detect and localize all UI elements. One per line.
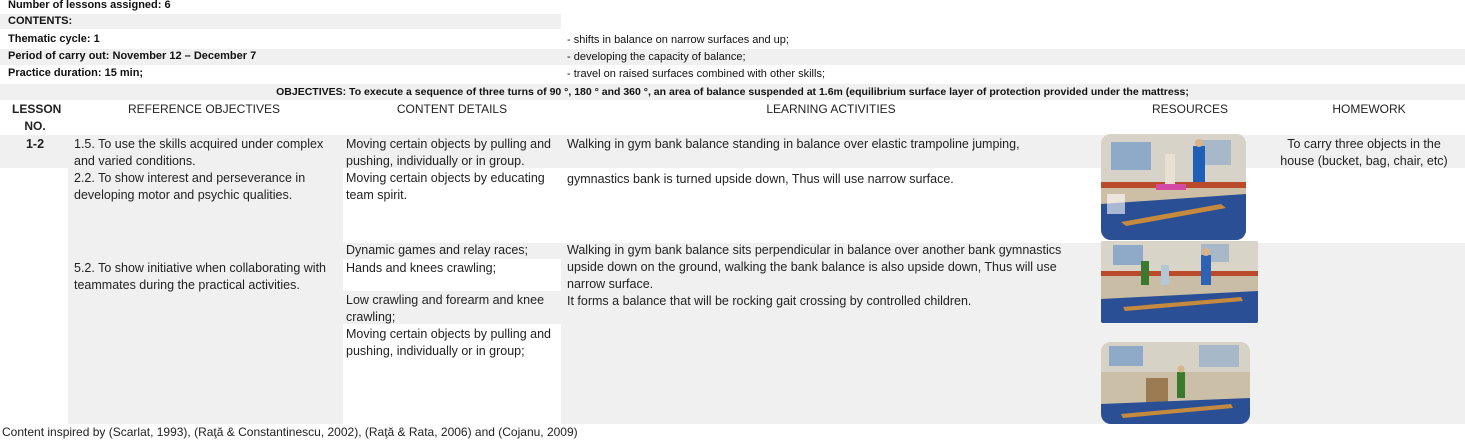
contents-label: CONTENTS: xyxy=(0,14,561,29)
thematic-cycle: Thematic cycle: 1 xyxy=(8,33,100,45)
period-of-carry-out: Period of carry out: November 12 – December 7 xyxy=(8,50,257,62)
footer-citation: Content inspired by (Scarlat, 1993), (Raţă & Constantinescu, 2002), (Raţă & Rata, 2006) and (Cojanu, 2009) xyxy=(2,425,578,439)
reference-objective: 1.5. To use the skills acquired under complex and varied conditions. xyxy=(74,137,324,168)
lessons-assigned: Number of lessons assigned: 6 xyxy=(8,0,171,11)
learning-activity: It forms a balance that will be rocking gait crossing by controlled children. xyxy=(567,294,972,308)
reference-objective: 5.2. To show initiative when collaborating with teammates during the practical activities. xyxy=(74,261,326,292)
gym-photo-balance xyxy=(1101,342,1250,424)
practice-duration: Practice duration: 15 min; xyxy=(8,67,144,79)
content-item: - shifts in balance on narrow surfaces and up; xyxy=(567,34,789,46)
content-detail: Moving certain objects by pulling and pushing, individually or in group. xyxy=(346,137,551,168)
content-item: - travel on raised surfaces combined with other skills; xyxy=(567,68,825,80)
objectives-line: OBJECTIVES: To execute a sequence of three turns of 90 °, 180 ° and 360 °, an area of balance suspended at 1.6m (equilibrium surface layer of protection provided under the mattress; xyxy=(0,84,1465,100)
col-lesson-no-line1: LESSON xyxy=(12,102,62,116)
col-resources: RESOURCES xyxy=(1151,102,1228,116)
gym-photo-trampoline xyxy=(1101,134,1246,240)
learning-activity: gymnastics bank is turned upside down, Thus will use narrow surface. xyxy=(567,172,954,186)
col-content-details: CONTENT DETAILS xyxy=(396,102,508,116)
gym-photo-bench xyxy=(1101,241,1258,323)
learning-activity: Walking in gym bank balance standing in balance over elastic trampoline jumping, xyxy=(567,137,1020,151)
col-lesson-no xyxy=(12,101,62,135)
lesson-number: 1-2 xyxy=(25,137,45,151)
col-homework: HOMEWORK xyxy=(1332,102,1406,116)
learning-activity: Walking in gym bank balance sits perpendicular in balance over another bank gymnastics upside down on the ground, walking the bank balance is also upside down, Thus will use narrow surface. xyxy=(567,243,1062,291)
content-detail: Hands and knees crawling; xyxy=(346,261,497,275)
content-item: - developing the capacity of balance; xyxy=(567,51,746,63)
homework-text: To carry three objects in the house (bucket, bag, chair, etc) xyxy=(1280,137,1448,168)
content-detail: Moving certain objects by pulling and pushing, individually or in group; xyxy=(346,327,551,358)
col-reference-objectives: REFERENCE OBJECTIVES xyxy=(127,102,281,116)
col-learning-activities: LEARNING ACTIVITIES xyxy=(766,102,896,116)
content-detail: Dynamic games and relay races; xyxy=(346,243,529,257)
reference-objective: 2.2. To show interest and perseverance in developing motor and psychic qualities. xyxy=(74,171,306,202)
content-detail: Moving certain objects by educating team spirit. xyxy=(346,171,545,202)
content-detail: Low crawling and forearm and knee crawling; xyxy=(346,293,545,324)
col-lesson-no-line2: NO. xyxy=(24,119,46,133)
